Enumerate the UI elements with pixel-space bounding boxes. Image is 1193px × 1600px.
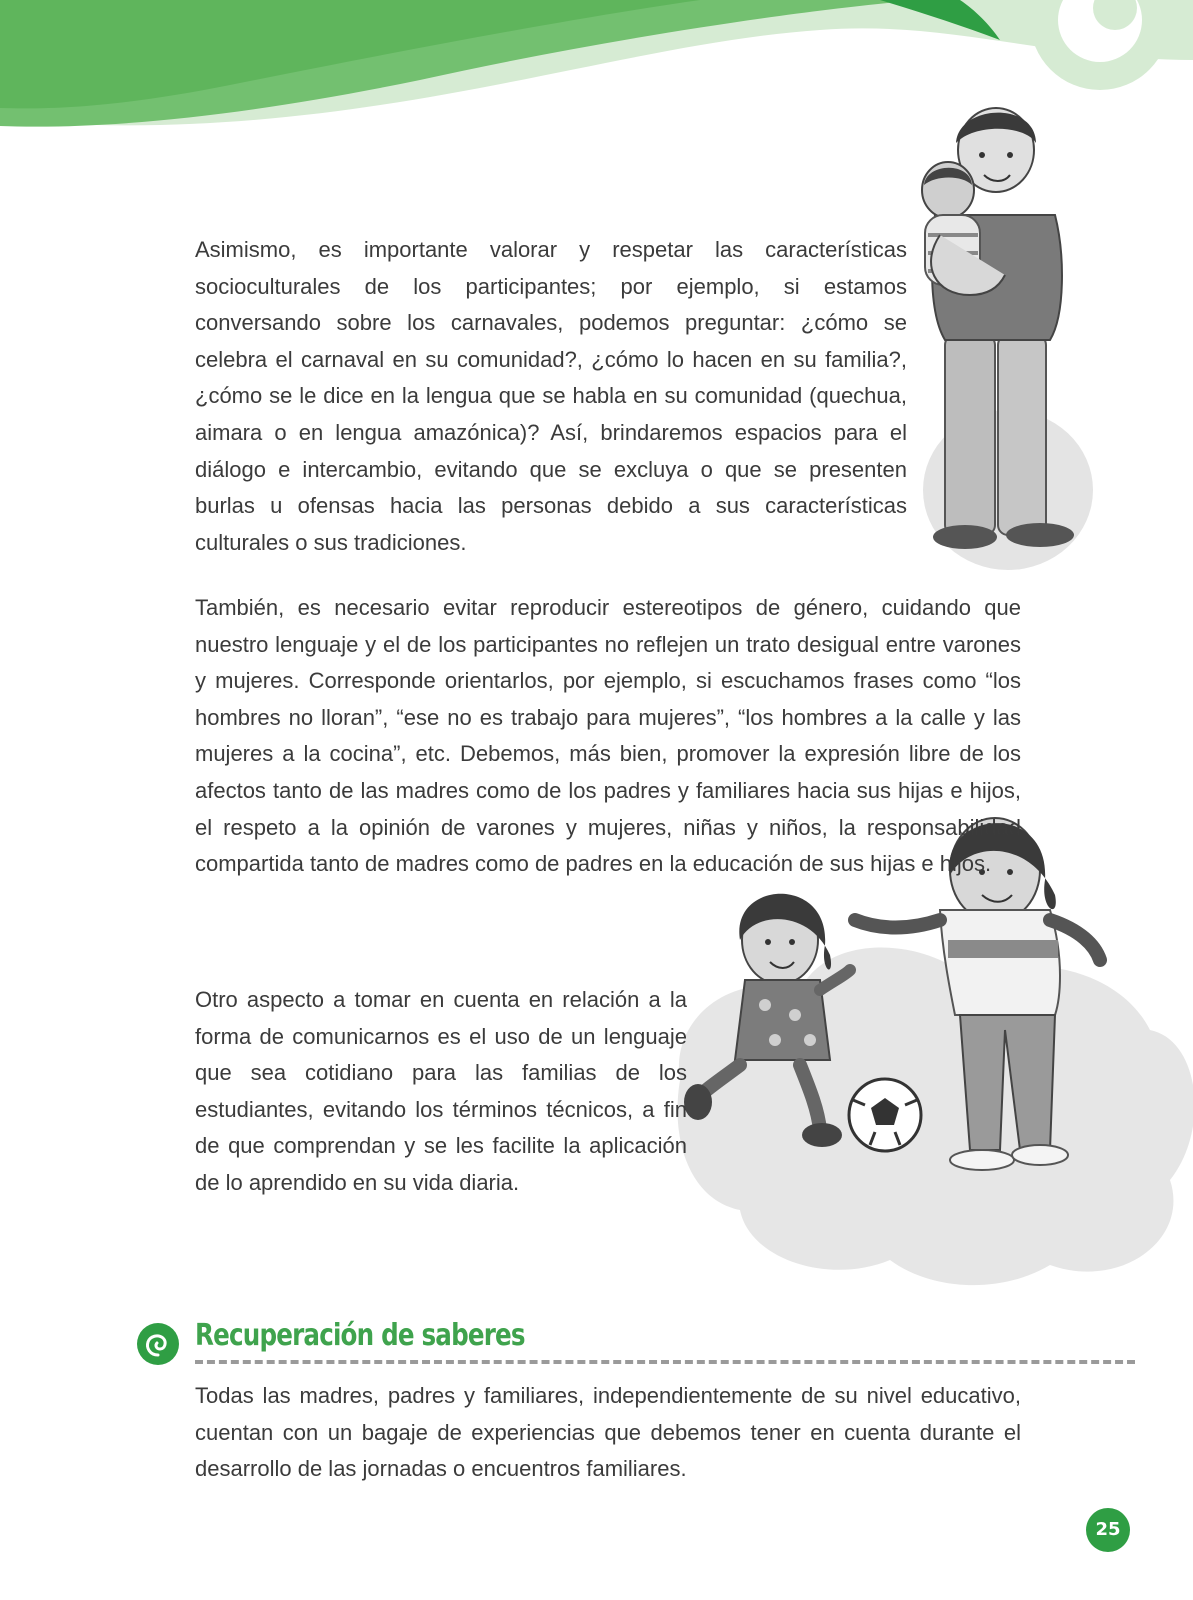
page-number-badge: 25	[1086, 1508, 1130, 1552]
paragraph-gender-stereotypes: También, es necesario evitar reproducir estereotipos de género, cuidando que nuestro lenguaje y el de los participantes no reflejen un trato desigual entre varones y mujeres. Corresponde orientarlos, por ejemplo, si escuchamos frases como “los hombres no lloran”, “ese no es trabajo para mujeres”, “los hombres a la calle y las mujeres a la cocina”, etc. Debemos, más bien, promover la expresión libre de los afectos tanto de las madres como de los padres y familiares hacia sus hijas e hijos, el respeto a la opinión de varones y mujeres, niñas y niños, la responsabilidad compartida tanto de madres como de padres en la educación de sus hijas e hijos.	[195, 595, 1021, 877]
spiral-bullet-icon	[136, 1322, 180, 1366]
section-divider	[195, 1360, 1135, 1364]
paragraph-everyday-language: Otro aspecto a tomar en cuenta en relación a la forma de comunicarnos es el uso de un lenguaje que sea cotidiano para las familias de los estudiantes, evitando los términos técnicos, a fin de que comprendan y se les facilite la aplicación de lo aprendido en su vida diaria.	[195, 987, 687, 1195]
section-title: Recuperación de saberes	[195, 1318, 525, 1353]
father-holding-baby-illustration	[900, 95, 1100, 575]
paragraph-knowledge-recovery: Todas las madres, padres y familiares, independientemente de su nivel educativo, cuentan con un bagaje de experiencias que debemos tener en cuenta durante el desarrollo de las jornadas o encuentros familiares.	[195, 1383, 1021, 1482]
paragraph-intro-cultural-respect: Asimismo, es importante valorar y respetar las características socioculturales de los participantes; por ejemplo, si estamos conversando sobre los carnavales, podemos preguntar: ¿cómo se celebra el carnaval en su comunidad?, ¿cómo lo hacen en su familia?, ¿cómo se le dice en la lengua que se habla en su comunidad (quechua, aimara o en lengua amazónica)? Así, brindaremos espacios para el diálogo e intercambio, evitando que se excluya o que se presenten burlas u ofensas hacia las personas debido a sus características culturales o sus tradiciones.	[195, 237, 907, 555]
